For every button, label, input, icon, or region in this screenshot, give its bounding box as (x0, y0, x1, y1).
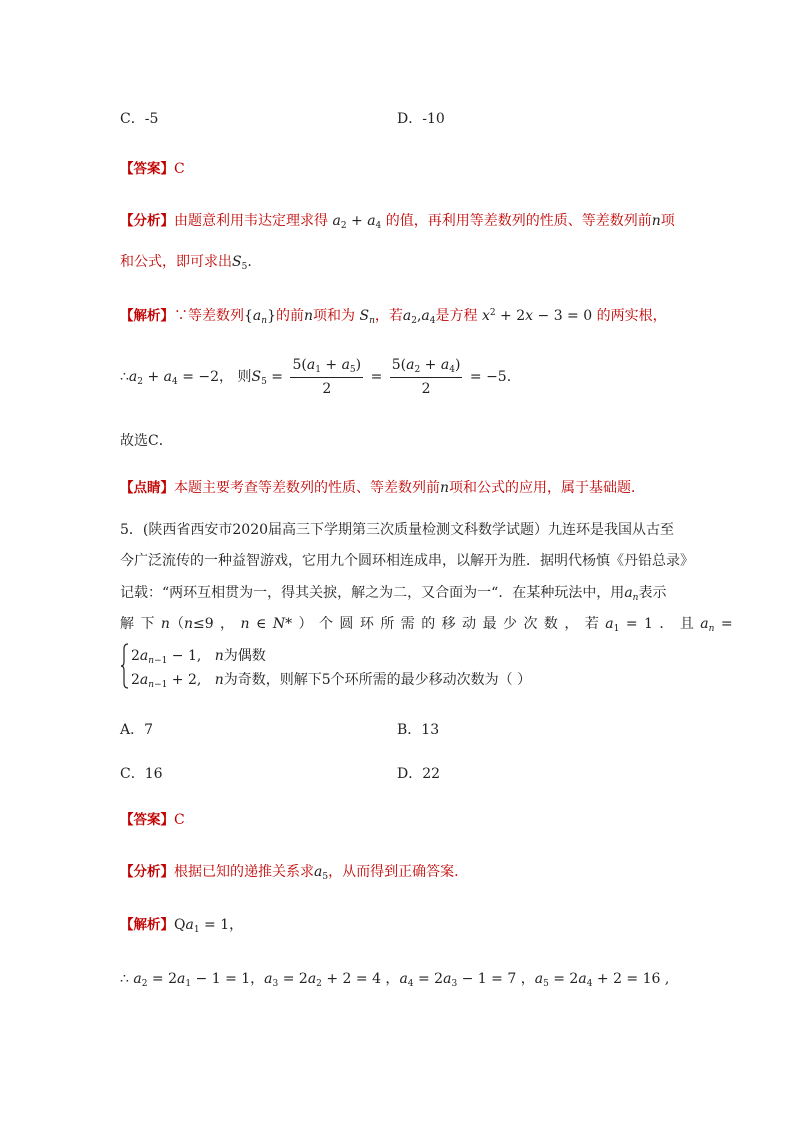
q4-option-c: C．-5 (120, 111, 159, 127)
q5-line4: 解 下 n（n≤9 ， n ∈ N* ） 个 圆 环 所 需 的 移 动 最 少 次 数 ， 若 $a_1 = 1$ ． 且 $a_n$ = (120, 616, 733, 634)
q5-line4-c: ． 且 (659, 616, 694, 632)
q5-source: (陕西省西安市2020届高三下学期第三次质量检测文科数学试题） (142, 522, 549, 538)
q5-case-2: $2a_{n-1} + 2$, n为奇数，则解下5个环所需的最少移动次数为（ ） (131, 672, 532, 690)
fraction-1: $\frac{5(a_1 + a_5)}{2}$ (292, 357, 362, 397)
sol-end: ， (229, 917, 244, 933)
solution-tag: 【解析】 (120, 308, 174, 324)
since-symbol: Q (174, 917, 186, 933)
analysis-text: 根据已知的递推关系求 (174, 864, 314, 880)
analysis-text-2: ，从而得到正确答案. (328, 864, 459, 880)
q4-conclusion: 故选C． (120, 433, 173, 449)
comment-text-2: 项和公式的应用，属于基础题． (449, 480, 646, 496)
q5-case-1: $2a_{n-1} - 1$, n为偶数 (131, 648, 266, 666)
comment-tag: 【点睛】 (120, 480, 174, 496)
case2-cond: 为奇数 (223, 672, 266, 688)
q4-analysis-line1: 【分析】由题意利用韦达定理求得 $a_2 + a_4$ 的值，再利用等差数列的性质、等差数列前n项 (120, 213, 675, 231)
q5-solution-line2: ∴ $a_2 = 2a_1 - 1 = 1$，$a_3 = 2a_2 + 2 = 4$ ，$a_4 = 2a_3 - 1 = 7$ ，$a_5 = 2a_4 + 2 = 16$ , (120, 971, 670, 989)
q5-line1 (120, 519, 674, 539)
q5-line3-end: 表示 (638, 585, 667, 601)
answer-tag: 【答案】 (120, 812, 174, 828)
analysis-text-3: 项 (660, 213, 675, 229)
piecewise-brace (121, 643, 129, 689)
q5-number: 5． (120, 522, 143, 538)
q5-solution-line1: 【解析】$Qa_1 = 1$， (120, 917, 244, 935)
analysis-tag: 【分析】 (120, 864, 174, 880)
q4-answer (120, 157, 185, 177)
q4-solution-line2: $\therefore a_2 + a_4 = -2$， 则$S_5$ = $\frac{5(a_1 + a_5)}{2}$ = $\frac{5(a_2 + a_4)}{2}$ = −5. (120, 357, 512, 397)
q5-line4-a: 解 下 (120, 616, 155, 632)
sol-text-6: 的两实根， (596, 308, 667, 324)
q5-option-d: D．22 (397, 766, 441, 782)
sol-text-3: 项和为 (313, 308, 356, 324)
analysis-line2-text: 和公式，即可求出 (120, 254, 232, 270)
comment-text: 本题主要考查等差数列的性质、等差数列前 (174, 480, 440, 496)
fraction-2: $\frac{5(a_2 + a_4)}{2}$ (391, 357, 461, 397)
answer-value: C (174, 161, 185, 177)
q4-analysis-line2: 和公式，即可求出$S_5$. (120, 254, 252, 272)
sol-text-2: 的前 (276, 308, 304, 324)
q5-line3-text: 记载：“两环互相贯为一，得其关捩，解之为二，又合面为一“．在某种玩法中，用 (120, 585, 625, 601)
sol-text-1: ∵等差数列 (174, 308, 244, 324)
analysis-text: 由题意利用韦达定理求得 (174, 213, 328, 229)
q5-line4-b: 个 圆 环 所 需 的 移 动 最 少 次 数 ， 若 (318, 616, 599, 632)
q5-analysis: 【分析】根据已知的递推关系求$a_5$，从而得到正确答案. (120, 864, 459, 882)
analysis-tag: 【分析】 (120, 213, 174, 229)
q5-line5-tail: ，则解下5个环所需的最少移动次数为（ ） (265, 672, 532, 688)
q4-option-d: D．-10 (397, 111, 445, 127)
analysis-line2-end: . (247, 254, 252, 270)
q5-option-b: B．13 (397, 722, 440, 738)
sol-text-4: ，若 (374, 308, 403, 324)
analysis-text-2: 的值，再利用等差数列的性质、等差数列前 (385, 213, 652, 229)
solution-tag: 【解析】 (120, 917, 174, 933)
q5-answer (120, 808, 185, 828)
answer-tag: 【答案】 (120, 161, 174, 177)
sol-text-5: 是方程 (435, 308, 478, 324)
therefore-symbol: ∴ (120, 369, 129, 385)
answer-value: C (174, 812, 185, 828)
q4-solution-line1: 【解析】∵等差数列$\{a_n\}$的前n项和为 $S_n$，若$a_2,a_4$是方程 $x^2 + 2x - 3 = 0$ 的两实根， (120, 308, 667, 326)
q5-line3: 记载：“两环互相贯为一，得其关捩，解之为二，又合面为一“．在某种玩法中，用$a_n$表示 (120, 585, 667, 603)
q5-option-c: C．16 (120, 766, 163, 782)
q5-line1-rest: 九连环是我国从古至 (548, 522, 675, 538)
sol-then: ， 则 (219, 369, 252, 385)
q4-comment: 【点睛】本题主要考查等差数列的性质、等差数列前n项和公式的应用，属于基础题． (120, 480, 646, 496)
q5-option-a: A．7 (120, 722, 154, 738)
q5-line2: 今广泛流传的一种益智游戏，它用九个圆环相连成串，以解开为胜．据明代杨慎《丹铅总录》 (120, 553, 694, 569)
case1-cond: 为偶数 (223, 648, 266, 664)
